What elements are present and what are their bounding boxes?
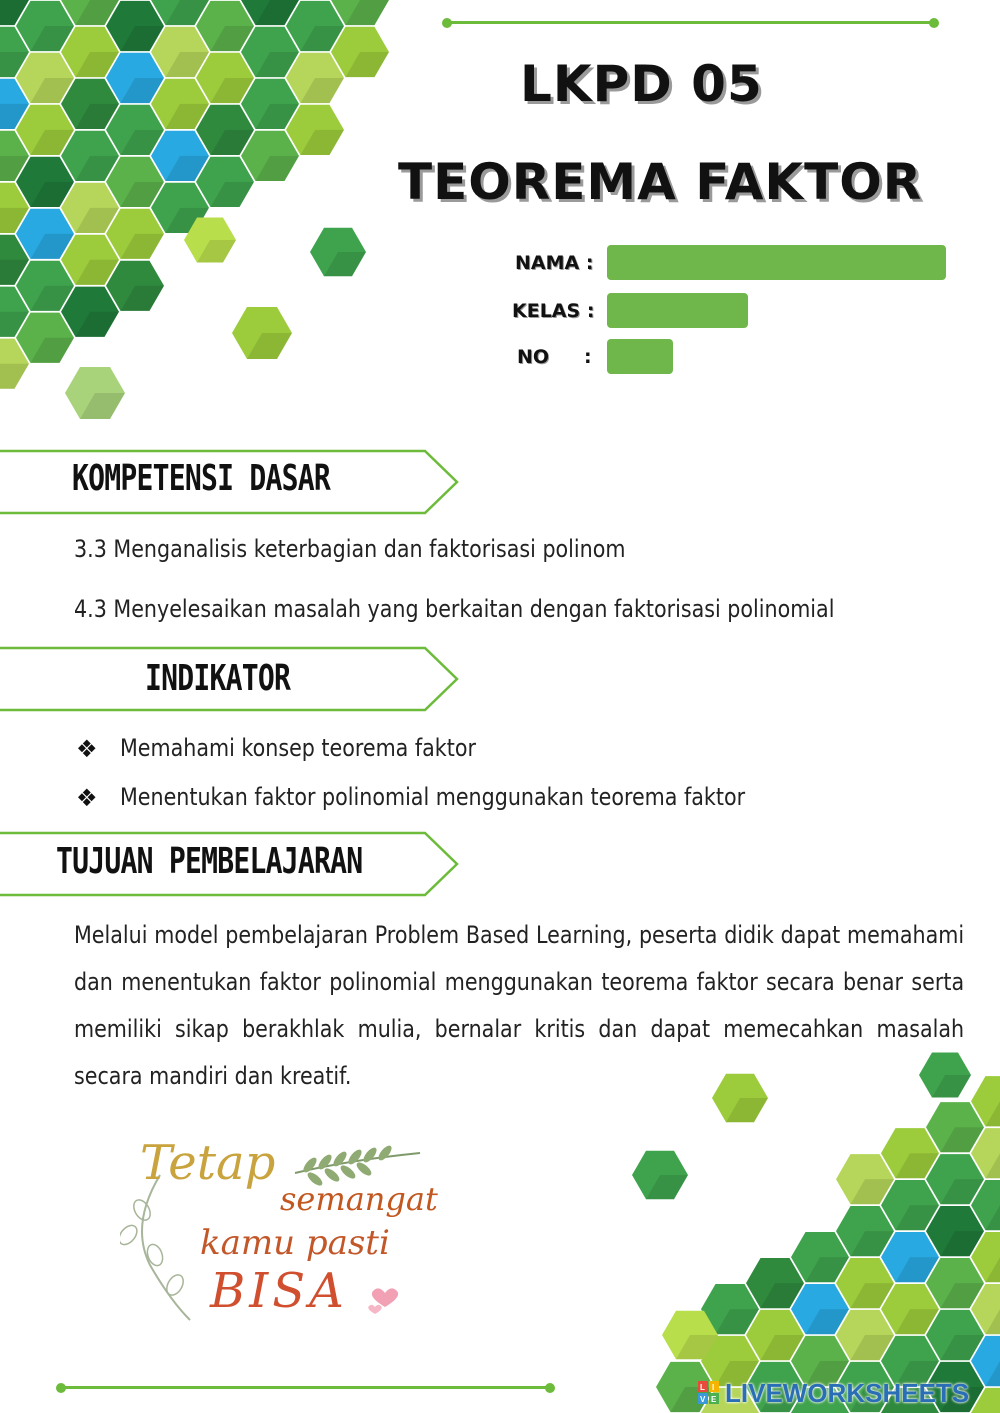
liveworksheets-watermark[interactable]	[695, 1378, 995, 1408]
liveworksheets-wordmark: LIVEWORKSHEETS	[725, 1378, 970, 1408]
tujuan-paragraph: Melalui model pembelajaran Problem Based Learning, peserta didik dapat memahami dan menentukan faktor polinomial menggunakan teorema faktor secara benar serta memiliki sikap berakhlak mulia, bernalar kritis dan dapat memecahkan masalah secara mandiri dan kreatif.	[74, 921, 965, 1090]
worksheet-number-title: LKPD 05	[520, 55, 763, 113]
indikator-bullet-2: ❖	[76, 784, 98, 812]
indikator-item-2: Menentukan faktor polinomial menggunakan teorema faktor	[120, 783, 746, 811]
worksheet-topic-title: TEOREMA FAKTOR	[398, 153, 923, 211]
kompetensi-item-2: 4.3 Menyelesaikan masalah yang berkaitan dengan faktorisasi polinomial	[74, 595, 835, 623]
motivation-illustration	[120, 1135, 450, 1325]
class-label: KELAS :	[512, 300, 595, 322]
indikator-heading: INDIKATOR	[145, 658, 291, 699]
kompetensi-item-1: 3.3 Menganalisis keterbagian dan faktorisasi polinom	[74, 535, 626, 563]
logo-letter: E	[711, 1395, 717, 1404]
motivation-line-4: BISA	[210, 1263, 348, 1319]
class-input-field[interactable]	[607, 293, 748, 328]
motivation-line-3: kamu pasti	[200, 1223, 390, 1263]
top-rule	[447, 21, 934, 24]
name-input-field[interactable]	[607, 245, 946, 280]
bottom-rule-dot-left	[56, 1383, 66, 1393]
indikator-bullet-1: ❖	[76, 735, 98, 763]
liveworksheets-logo-icon	[698, 1381, 720, 1405]
hexagon-tile-shade	[0, 364, 29, 389]
logo-letter: L	[700, 1383, 705, 1392]
motivation-line-2: semangat	[280, 1180, 438, 1218]
kompetensi-heading: KOMPETENSI DASAR	[72, 458, 331, 499]
number-label-colon: :	[584, 346, 592, 368]
logo-letter: I	[712, 1383, 715, 1392]
indikator-item-1: Memahami konsep teorema faktor	[120, 734, 476, 762]
number-label: NO	[517, 346, 550, 368]
name-label: NAMA :	[515, 252, 594, 274]
bottom-rule-dot-right	[545, 1383, 555, 1393]
bottom-rule	[61, 1386, 550, 1389]
logo-letter: V	[700, 1395, 706, 1404]
tujuan-heading: TUJUAN PEMBELAJARAN	[56, 841, 363, 882]
top-rule-dot-left	[442, 18, 452, 28]
motivation-line-1: Tetap	[140, 1135, 276, 1191]
number-input-field[interactable]	[607, 339, 673, 374]
top-rule-dot-right	[929, 18, 939, 28]
